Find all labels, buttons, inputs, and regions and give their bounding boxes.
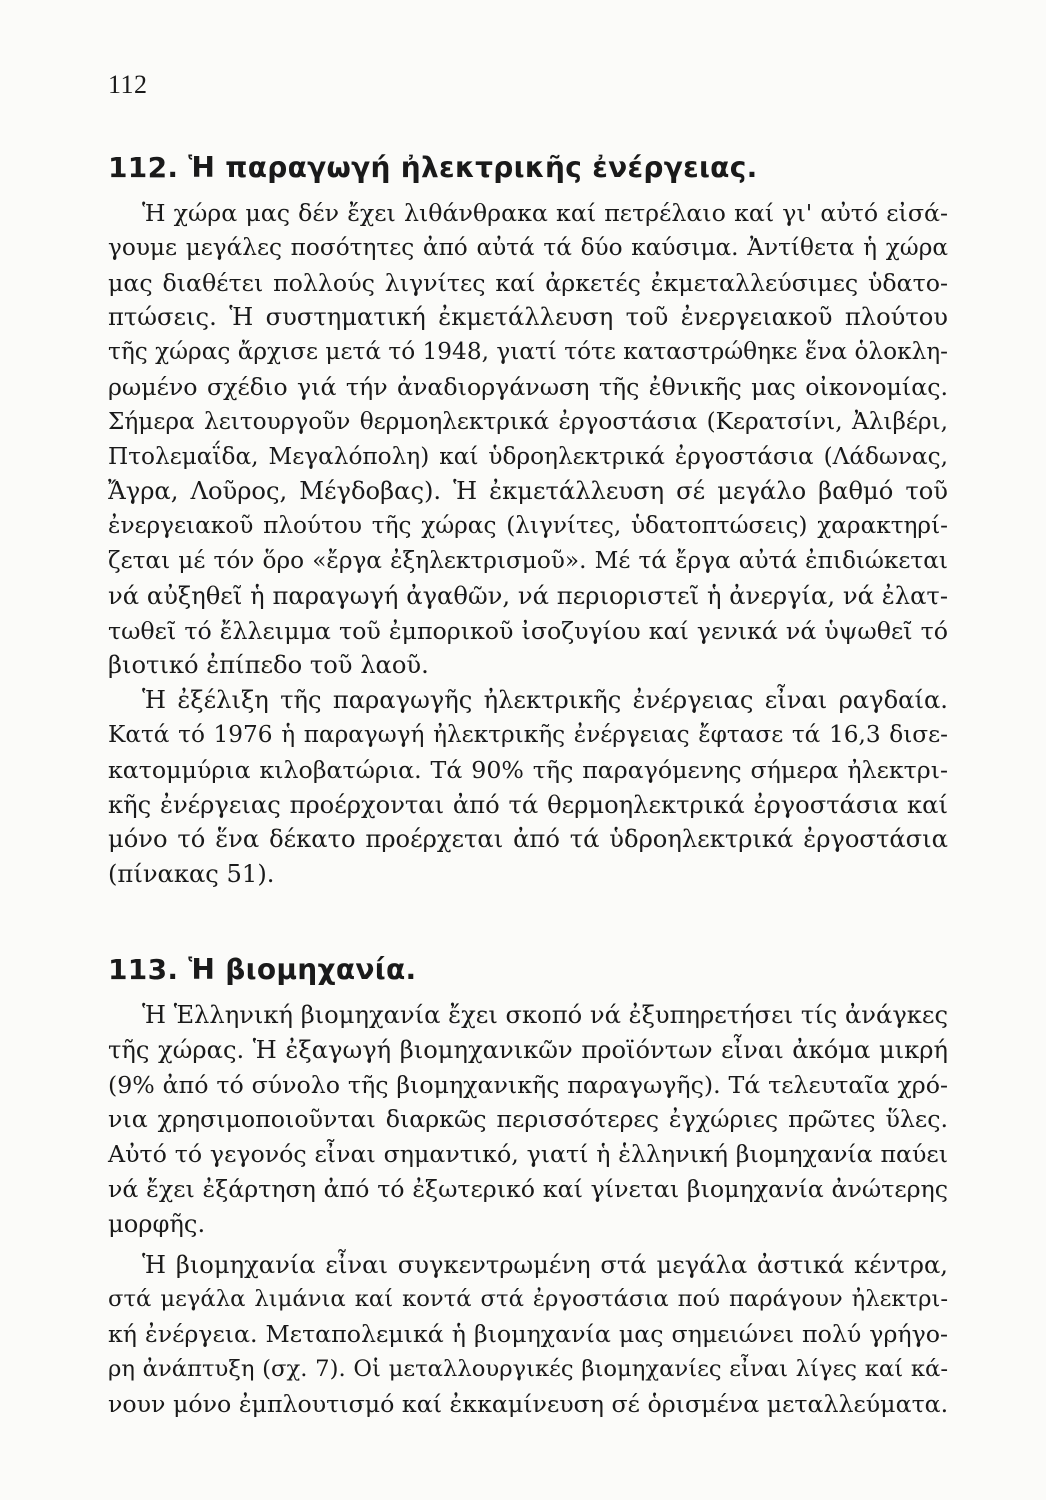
text-line: Αὐτό τό γεγονός εἶναι σημαντικό, γιατί ἡ ἑλληνική βιομηχανία παύει [108,1140,948,1169]
text-line: Ἡ ἐξέλιξη τῆς παραγωγῆς ἠλεκτρικῆς ἐνέργειας εἶναι ραγδαία. [142,686,948,715]
text-line: πτώσεις. Ἡ συστηματική ἐκμετάλλευση τοῦ ἐνεργειακοῦ πλούτου [108,303,948,332]
text-line: νά ἔχει ἐξάρτηση ἀπό τό ἐξωτερικό καί γίνεται βιομηχανία ἀνώτερης [108,1174,948,1203]
text-line: ζεται μέ τόν ὅρο «ἔργα ἐξηλεκτρισμοῦ». Μέ τά ἔργα αὐτά ἐπιδιώκεται [108,546,948,574]
text-line: Πτολεμαΐδα, Μεγαλόπολη) καί ὑδροηλεκτρικά ἐργοστάσια (Λάδωνας, [108,442,948,470]
text-line: Σήμερα λειτουργοῦν θερμοηλεκτρικά ἐργοστάσια (Κερατσίνι, Ἀλιβέρι, [108,407,948,435]
text-line: βιοτικό ἐπίπεδο τοῦ λαοῦ. [108,651,429,680]
text-line: Ἡ Ἑλληνική βιομηχανία ἔχει σκοπό νά ἐξυπηρετήσει τίς ἀνάγκες [142,1001,948,1029]
page-number: 112 [108,70,148,99]
text-line: τῆς χώρας. Ἡ ἐξαγωγή βιομηχανικῶν προϊόντων εἶναι ἀκόμα μικρή [108,1035,948,1064]
text-line: γουμε μεγάλες ποσότητες ἀπό αὐτά τά δύο καύσιμα. Ἀντίθετα ἡ χώρα [108,233,948,261]
text-line: ρωμένο σχέδιο γιά τήν ἀναδιοργάνωση τῆς ἐθνικῆς μας οἰκονομίας. [108,372,948,401]
section-heading [108,148,948,188]
section-heading [108,950,948,990]
section-number: 113. [108,953,179,986]
text-line: στά μεγάλα λιμάνια καί κοντά στά ἐργοστάσια πού παράγουν ἠλεκτρι- [108,1286,948,1313]
paragraph [108,1248,948,1422]
text-line: Ἡ χώρα μας δέν ἔχει λιθάνθρακα καί πετρέλαιο καί γι' αὐτό εἰσά- [142,199,948,227]
text-line: μας διαθέτει πολλούς λιγνίτες καί ἀρκετές ἐκμεταλλεύσιμες ὑδατο- [108,268,948,297]
text-line: κατομμύρια κιλοβατώρια. Τά 90% τῆς παραγόμενης σήμερα ἠλεκτρι- [108,755,948,784]
text-line: κή ἐνέργεια. Μεταπολεμικά ἡ βιομηχανία μας σημειώνει πολύ γρήγο- [108,1320,948,1349]
text-line: μόνο τό ἕνα δέκατο προέρχεται ἀπό τά ὑδροηλεκτρικά ἐργοστάσια [108,825,948,854]
text-line: ρη ἀνάπτυξη (σχ. 7). Οἱ μεταλλουργικές βιομηχανίες εἶναι λίγες καί κά- [108,1355,948,1382]
text-line: μορφῆς. [108,1209,206,1238]
section-title: Ἡ βιομηχανία. [188,953,417,986]
text-line: τωθεῖ τό ἔλλειμμα τοῦ ἐμπορικοῦ ἰσοζυγίου καί γενικά νά ὑψωθεῖ τό [108,616,948,645]
section-113 [108,950,948,1422]
text-line: Ἡ βιομηχανία εἶναι συγκεντρωμένη στά μεγάλα ἀστικά κέντρα, [142,1250,948,1279]
text-line: κῆς ἐνέργειας προέρχονται ἀπό τά θερμοηλεκτρικά ἐργοστάσια καί [108,790,948,819]
text-line: Κατά τό 1976 ἡ παραγωγή ἠλεκτρικῆς ἐνέργειας ἔφτασε τά 16,3 δισε- [108,720,948,748]
paragraph [108,196,948,683]
text-line: νουν μόνο ἐμπλουτισμό καί ἐκκαμίνευση σέ ὁρισμένα μεταλλεύματα. [108,1389,949,1418]
text-line: ἐνεργειακοῦ πλούτου τῆς χώρας (λιγνίτες, ὑδατοπτώσεις) χαρακτηρί- [108,512,948,540]
text-line: (πίνακας 51). [108,860,275,889]
text-line: Ἄγρα, Λοῦρος, Μέγδοβας). Ἡ ἐκμετάλλευση σέ μεγάλο βαθμό τοῦ [108,477,948,506]
text-line: νια χρησιμοποιοῦνται διαρκῶς περισσότερες ἐγχώριες πρῶτες ὕλες. [108,1105,948,1134]
section-title: Ἡ παραγωγή ἠλεκτρικῆς ἐνέργειας. [188,151,758,184]
text-line: τῆς χώρας ἄρχισε μετά τό 1948, γιατί τότε καταστρώθηκε ἕνα ὁλοκλη- [108,338,948,366]
paragraph [108,998,948,1242]
section-number: 112. [108,151,179,184]
paragraph [108,683,948,892]
text-line: (9% ἀπό τό σύνολο τῆς βιομηχανικῆς παραγωγῆς). Τά τελευταῖα χρό- [108,1070,948,1099]
text-line: νά αὐξηθεῖ ἡ παραγωγή ἀγαθῶν, νά περιοριστεῖ ἡ ἀνεργία, νά ἐλατ- [108,581,948,610]
section-112 [108,148,948,892]
